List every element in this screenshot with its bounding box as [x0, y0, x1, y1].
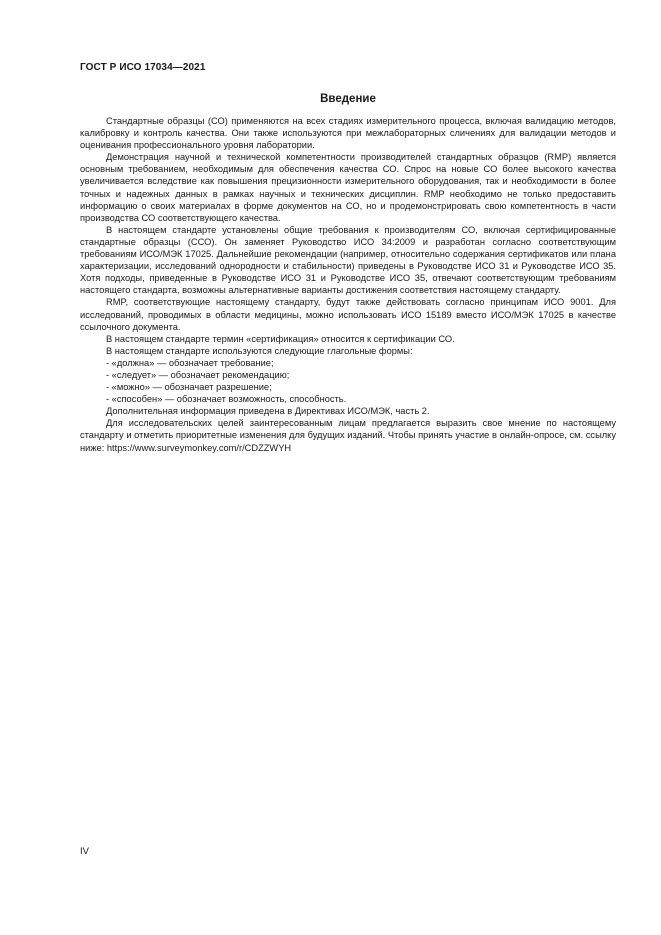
paragraph-iso-9001: RMP, соответствующие настоящему стандарту, будут также действовать согласно принципам ИСО 9001. Для исследований, проводимых в области медицины, можно использовать ИСО 15189 вместо ИСО/МЭК 17025 в качестве ссылочного документа.: [80, 297, 616, 332]
paragraph-requirements: В настоящем стандарте установлены общие требования к производителям СО, включая сертифицированные стандартные образцы (ССО). Он заменяет Руководство ИСО 34:2009 и разработан согласно соответствующим требованиям ИСО/МЭК 17025. Дальнейшие рекомендации (например, относительно содержания сертификатов или плана характеризации, исследований однородности и стабильности) приведены в Руководстве ИСО 31 и Руководстве ИСО 35. Хотя подходы, приведенные в Руководстве ИСО 31 и Руководстве ИСО 35, отвечают соответствующим требованиям настоящего стандарта, возможны альтернативные варианты достижения соответствия настоящему стандарту.: [80, 224, 616, 296]
standard-id-header: ГОСТ Р ИСО 17034—2021: [80, 62, 206, 73]
paragraph-survey: Для исследовательских целей заинтересованным лицам предлагается выразить свое мнение по настоящему стандарту и отметить приоритетные изменения для будущих изданий. Чтобы принять участие в онлайн-опросе, см. ссылку ниже: https://www.surveymonkey.com/r/CDZZWYH: [80, 418, 616, 453]
paragraph-directives: Дополнительная информация приведена в Директивах ИСО/МЭК, часть 2.: [106, 406, 430, 417]
list-item: - «можно» — обозначает разрешение;: [106, 382, 272, 393]
paragraph-competence: Демонстрация научной и технической компетентности производителей стандартных образцов (RMP) является основным требованием, необходимым для обеспечения качества СО. Спрос на новые СО более высокого качества увеличивается вследствие как повышения прецизионности измерительного оборудования, так и необходимости в более точных и надежных данных в рамках научных и технических дисциплин. RMP необходимо не только предоставить информацию о своих материалах в форме документов на СО, но и продемонстрировать свою компетентность в части производства СО соответствующего качества.: [80, 152, 616, 223]
paragraph-reference-materials: Стандартные образцы (СО) применяются на всех стадиях измерительного процесса, включая валидацию методов, калибровку и контроль качества. Они также используются при межлабораторных сличениях для валидации методов и оценивания профессионального уровня лаборатории.: [80, 116, 616, 151]
list-item: - «должна» — обозначает требование;: [106, 357, 274, 368]
paragraph-verbal-forms-intro: В настоящем стандарте используются следующие глагольные формы:: [106, 345, 413, 356]
page-number: IV: [80, 846, 89, 857]
list-item: - «способен» — обозначает возможность, способность.: [106, 394, 347, 405]
section-title: Введение: [320, 93, 376, 105]
list-item: - «следует» — обозначает рекомендацию;: [106, 369, 290, 380]
introduction-body: [80, 115, 616, 454]
paragraph-certification-term: В настоящем стандарте термин «сертификация» относится к сертификации СО.: [106, 333, 455, 344]
